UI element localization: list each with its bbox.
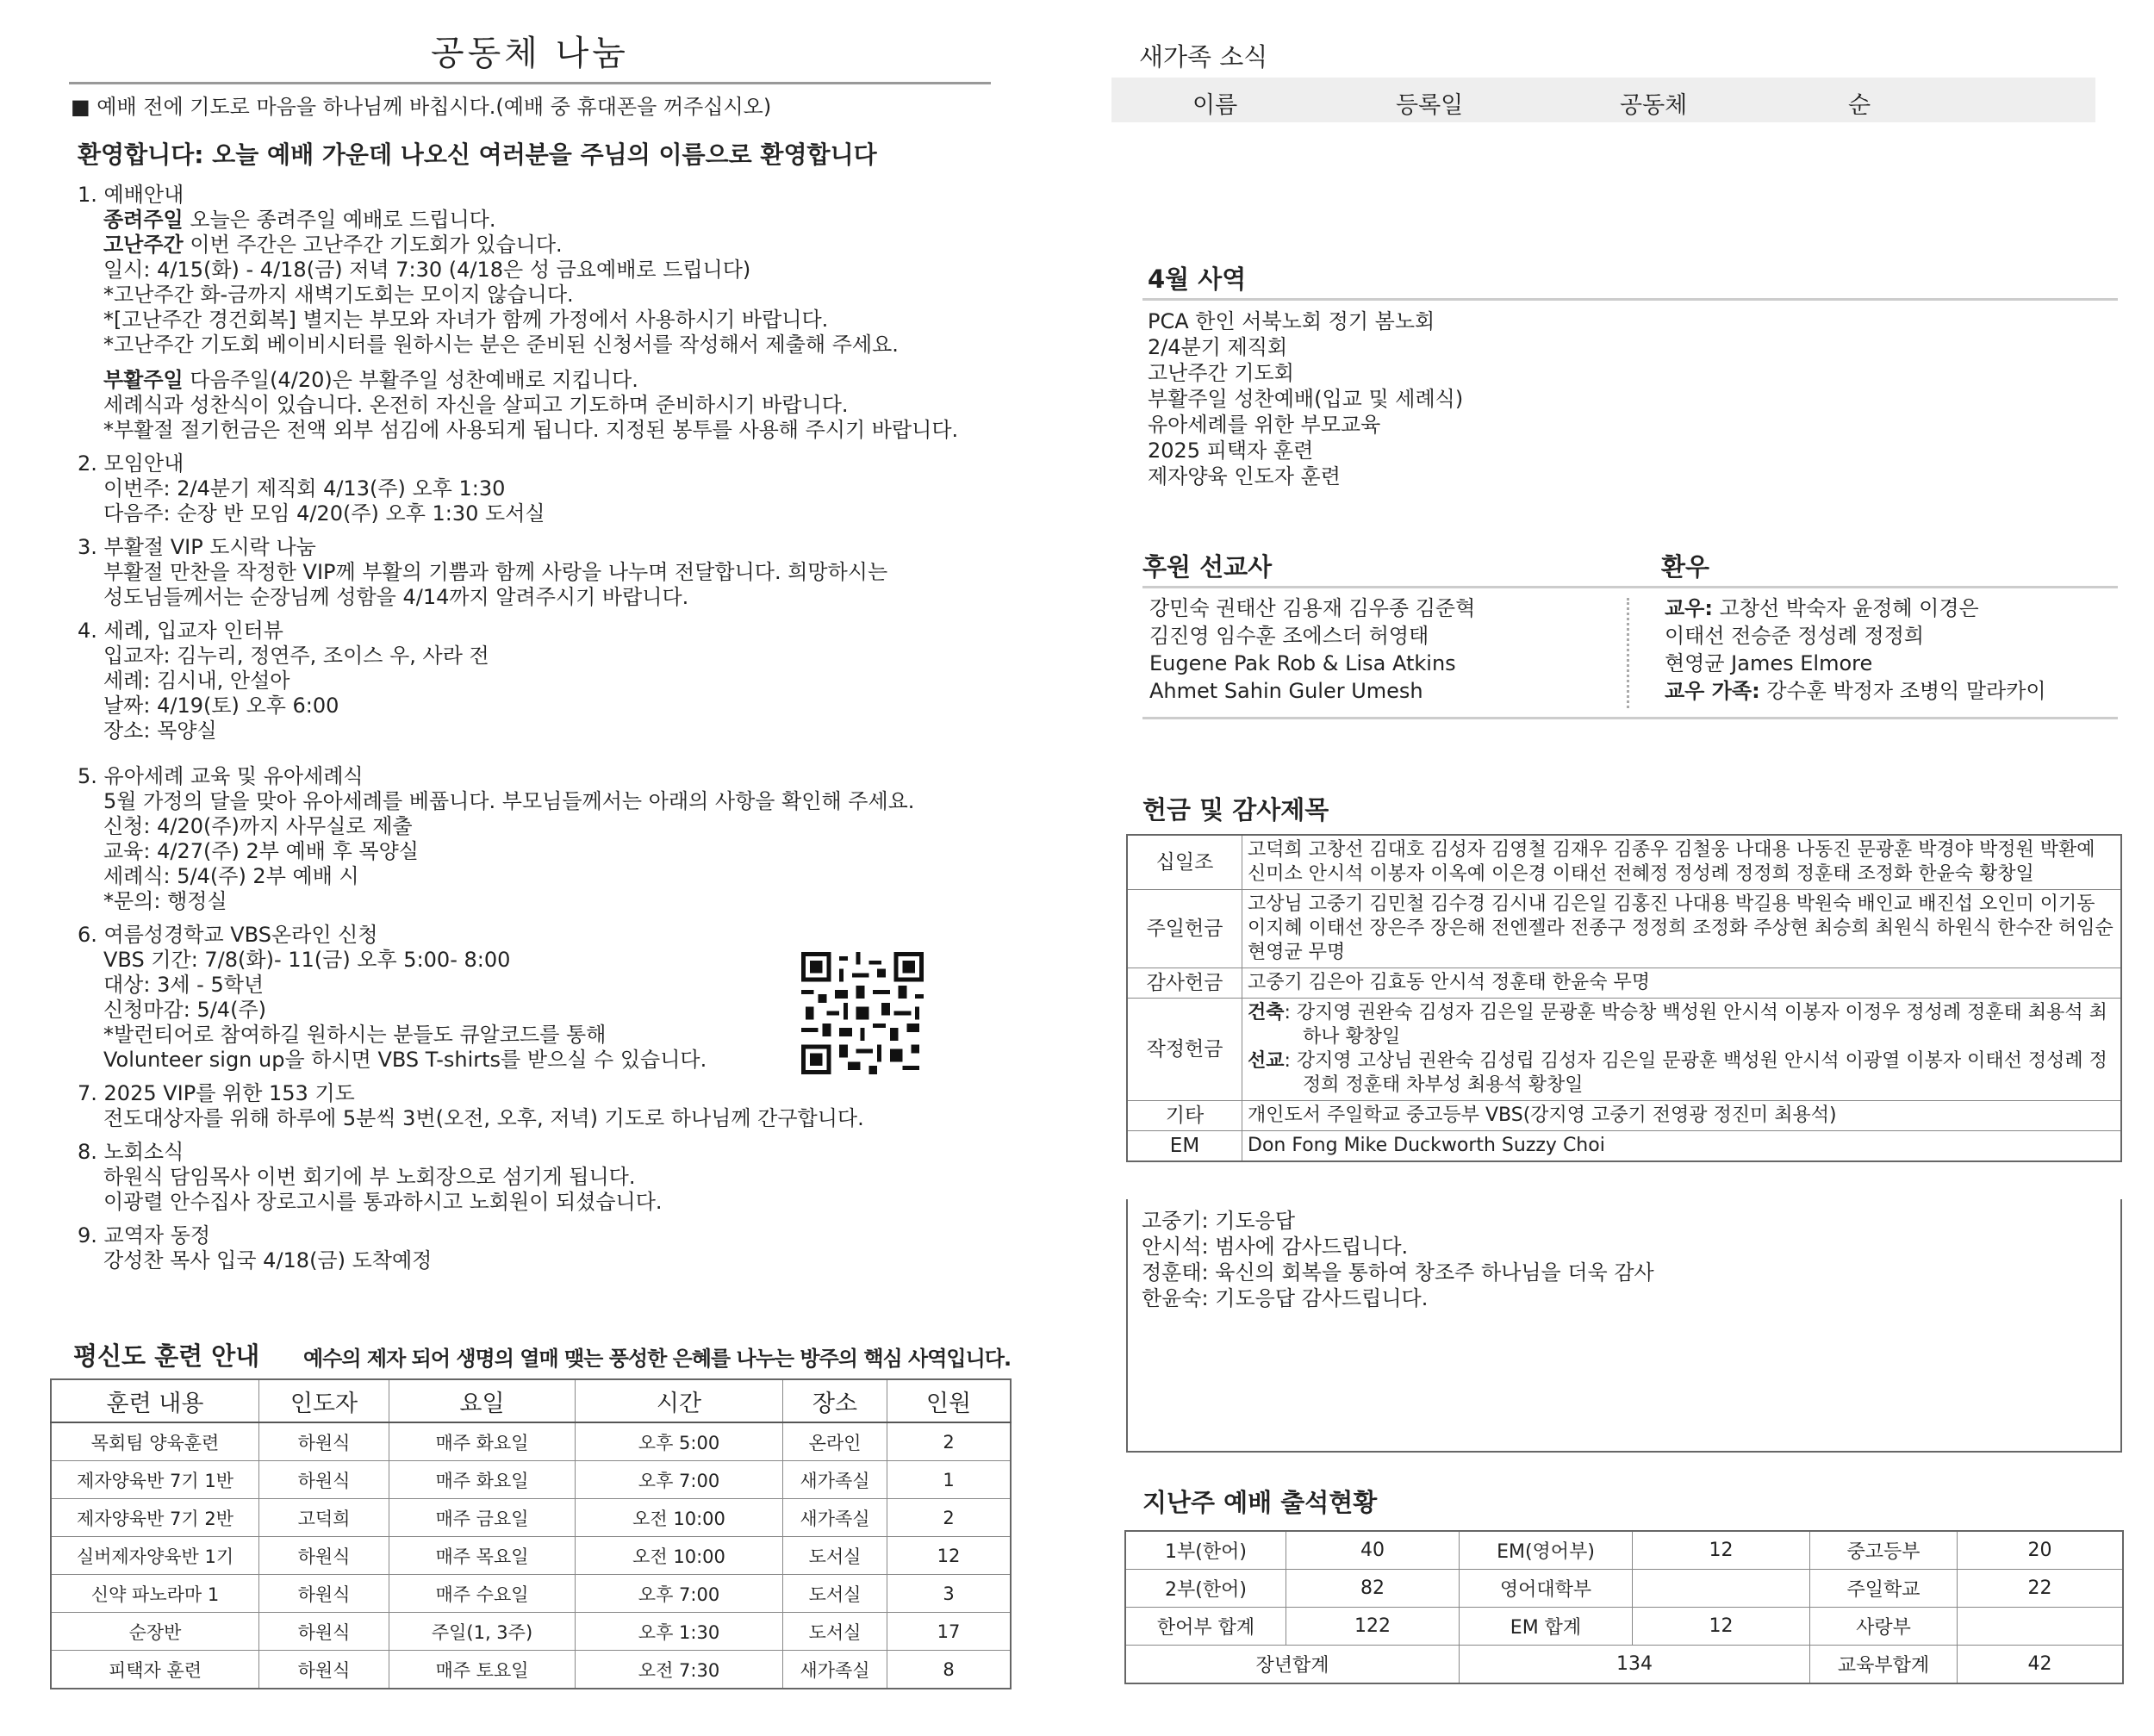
table-cell: 3 [887,1575,1012,1613]
table-row [51,1613,1011,1651]
col-header: 훈련 내용 [51,1379,259,1422]
attendance-table [1124,1530,2124,1684]
table-cell: 20 [1958,1531,2124,1570]
training-title: 평신도 훈련 안내 [73,1341,260,1371]
announcement-9: 9. 교역자 동정 강성찬 목사 입국 4/18(금) 도착예정 [78,1223,433,1272]
announcement-3: 3. 부활절 VIP 도시락 나눔 부활절 만찬을 작정한 VIP께 부활의 기쁨과 함께 사랑을 나누며 전달합니다. 희망하시는 성도님들께서는 순장님께 성함을 4/14까지 알려주시기 바랍니다. [78,535,888,609]
table-cell: EM(영어부) [1460,1531,1633,1570]
announcement-5: 5. 유아세례 교육 및 유아세례식 5월 가정의 달을 맞아 유아세례를 베풉니다. 부모님들께서는 아래의 사항을 확인해 주세요. 신청: 4/20(주)까지 사무실로 제출 교육: 4/27(주) 2부 예배 후 목양실 세례식: 5/4(주) 2부 예배 시 *문의: 행정실 [78,764,915,913]
table-cell: 목회팀 양육훈련 [51,1422,259,1461]
offering-table [1126,834,2122,1162]
newfamily-header-bar [1111,78,2095,122]
table-row [51,1651,1011,1689]
offering-row [1127,999,2121,1101]
list-item: PCA 한인 서북노회 정기 봄노회 [1148,309,1435,333]
table-cell: 8 [887,1651,1012,1689]
attendance-row [1125,1646,2123,1684]
sick-list: 교우: 고창선 박숙자 윤정혜 이경은 이태선 전승준 정성례 정정희 현영균 James Elmore 교우 가족: 강수훈 박정자 조병익 말라카이 [1665,596,2046,703]
table-cell: 오후 7:00 [576,1575,783,1613]
list-item: 정훈태: 육신의 회복을 통하여 창조주 하나님을 더욱 감사 [1142,1260,1654,1285]
table-cell: 피택자 훈련 [51,1651,259,1689]
thanks-names: 고중기 김은아 김효동 안시석 정훈태 한윤숙 무명 [1242,968,2122,999]
tithe-names: 고덕희 고창선 김대호 김성자 김영철 김재우 김종우 김철웅 나대용 나동진 문광훈 박경야 박정원 박환예 신미소 안시석 이봉자 이옥예 이은경 이태선 전혜정 정성례 정정희 정훈태 조정화 한윤숙 황창일 [1242,835,2122,890]
table-cell: 실버제자양육반 1기 [51,1537,259,1575]
table-cell: 주일(1, 3주) [389,1613,576,1651]
table-cell: 42 [1958,1646,2124,1684]
list-item: 2/4분기 제직회 [1148,335,1288,359]
etc-label: 기타 [1127,1101,1242,1131]
thanks-label: 감사헌금 [1127,968,1242,999]
table-cell: 하원식 [259,1422,389,1461]
missionaries-list [1149,594,1475,705]
training-subtitle: 예수의 제자 되어 생명의 열매 맺는 풍성한 은혜를 나누는 방주의 핵심 사역입니다. [303,1347,1012,1371]
table-cell: 하원식 [259,1537,389,1575]
table-cell: 순장반 [51,1613,259,1651]
col-header: 인도자 [259,1379,389,1422]
vbs-qr-code-icon[interactable] [801,952,924,1074]
table-cell: 2 [887,1422,1012,1461]
training-table [50,1378,1012,1689]
table-cell: 제자양육반 7기 2반 [51,1499,259,1537]
page-title: 공동체 나눔 [69,26,991,84]
table-cell: 교육부합계 [1810,1646,1958,1684]
table-cell: 하원식 [259,1613,389,1651]
table-cell: 1 [887,1461,1012,1499]
table-cell: 22 [1958,1570,2124,1608]
col-header: 요일 [389,1379,576,1422]
col-header: 공동체 [1620,92,1688,119]
list-item: 고중기: 기도응답 [1142,1209,1296,1233]
offering-title: 헌금 및 감사제목 [1142,795,1329,824]
pledge-names: 건축: 강지영 권완숙 김성자 김은일 문광훈 박승창 백성원 안시석 이봉자 이정우 정성례 정훈태 최용석 최하나 황창일 선교: 강지영 고상님 권완숙 김성립 김성자 김은일 문광훈 백성원 안시석 이광열 이봉자 이태선 정성례 정정희 정훈태 차부성 최용석 황창일 [1242,999,2122,1101]
table-cell: 새가족실 [783,1461,887,1499]
training-header-row [51,1379,1011,1422]
em-names: Don Fong Mike Duckworth Suzzy Choi [1242,1131,2122,1162]
sick-title: 환우 [1661,552,1710,582]
sunday-label: 주일헌금 [1127,890,1242,968]
table-cell [1633,1570,1810,1608]
list-item: Eugene Pak Rob & Lisa Atkins [1149,651,1456,675]
table-cell: 매주 금요일 [389,1499,576,1537]
list-item: 제자양육 인도자 훈련 [1148,464,1341,488]
col-header: 순 [1848,92,1871,119]
table-cell: 매주 토요일 [389,1651,576,1689]
table-cell: 오전 7:30 [576,1651,783,1689]
table-cell [1958,1608,2124,1646]
table-row [51,1537,1011,1575]
table-cell: 12 [1633,1531,1810,1570]
table-cell: 도서실 [783,1537,887,1575]
list-item: 유아세례를 위한 부모교육 [1148,413,1381,437]
offering-row [1127,835,2121,890]
announcement-8: 8. 노회소식 하원식 담임목사 이번 회기에 부 노회장으로 섬기게 됩니다. 이광렬 안수집사 장로고시를 통과하시고 노회원이 되셨습니다. [78,1140,663,1214]
offering-row [1127,968,2121,999]
list-item: 부활주일 성찬예배(입교 및 세례식) [1148,387,1464,411]
table-cell: 1부(한어) [1125,1531,1286,1570]
worship-notice: ■ 예배 전에 기도로 마음을 하나님께 바칩시다.(예배 중 휴대폰을 꺼주십시오) [71,95,772,119]
table-cell: 오전 10:00 [576,1537,783,1575]
announcement-2: 2. 모임안내 이번주: 2/4분기 제직회 4/13(주) 오후 1:30 다음주: 순장 반 모임 4/20(주) 오후 1:30 도서실 [78,451,545,526]
missionaries-title: 후원 선교사 [1142,552,1273,582]
table-row [51,1575,1011,1613]
table-cell: 하원식 [259,1575,389,1613]
divider [1627,598,1629,708]
welcome-heading: 환영합니다: 오늘 예배 가운데 나오신 여러분을 주님의 이름으로 환영합니다 [78,140,877,169]
attendance-title: 지난주 예배 출석현황 [1142,1488,1378,1517]
table-row [51,1422,1011,1461]
newfamily-title: 새가족 소식 [1139,42,1268,72]
table-row [51,1499,1011,1537]
table-cell: 40 [1286,1531,1460,1570]
list-item: 김진영 임수훈 조에스더 허영태 [1149,624,1429,648]
sunday-names: 고상님 고중기 김민철 김수경 김시내 김은일 김홍진 나대용 박길용 박원숙 배인교 배진섭 오인미 이기동 이지혜 이태선 장은주 장은해 전엔젤라 전종구 정정희 조정화 주상현 최승희 최원식 하원식 한수잔 허임순 현영균 무명 [1242,890,2122,968]
list-item: 한윤숙: 기도응답 감사드립니다. [1142,1286,1429,1310]
divider [1142,586,2118,588]
divider [1142,298,2118,301]
offering-row [1127,1131,2121,1162]
table-cell: 122 [1286,1608,1460,1646]
april-list [1148,308,1463,489]
list-item: Ahmet Sahin Guler Umesh [1149,679,1423,703]
offering-row [1127,890,2121,968]
announcements [78,183,1008,1282]
table-cell: 12 [887,1537,1012,1575]
table-cell: 장년합계 [1125,1646,1460,1684]
table-cell: 중고등부 [1810,1531,1958,1570]
table-cell: 새가족실 [783,1651,887,1689]
table-cell: 82 [1286,1570,1460,1608]
table-cell: 오전 10:00 [576,1499,783,1537]
col-header: 장소 [783,1379,887,1422]
table-cell: 온라인 [783,1422,887,1461]
offering-row [1127,1101,2121,1131]
table-cell: 오후 7:00 [576,1461,783,1499]
list-item: 2025 피택자 훈련 [1148,439,1314,463]
table-cell: 2 [887,1499,1012,1537]
list-item: 고난주간 기도회 [1148,361,1294,385]
table-cell: 매주 수요일 [389,1575,576,1613]
table-cell: 새가족실 [783,1499,887,1537]
list-item: 안시석: 범사에 감사드립니다. [1142,1235,1409,1259]
thanks-notes [1142,1208,1654,1311]
table-cell: 17 [887,1613,1012,1651]
col-header: 인원 [887,1379,1012,1422]
em-label: EM [1127,1131,1242,1162]
table-cell: 오후 5:00 [576,1422,783,1461]
etc-names: 개인도서 주일학교 중고등부 VBS(강지영 고중기 전영광 정진미 최용석) [1242,1101,2122,1131]
table-cell: 한어부 합계 [1125,1608,1286,1646]
table-cell: 매주 목요일 [389,1537,576,1575]
table-cell: EM 합계 [1460,1608,1633,1646]
table-cell: 134 [1460,1646,1810,1684]
divider [1142,717,2118,719]
attendance-row [1125,1570,2123,1608]
table-cell: 2부(한어) [1125,1570,1286,1608]
table-cell: 사랑부 [1810,1608,1958,1646]
table-cell: 도서실 [783,1575,887,1613]
table-cell: 고덕희 [259,1499,389,1537]
table-cell: 영어대학부 [1460,1570,1633,1608]
table-cell: 매주 화요일 [389,1422,576,1461]
attendance-row [1125,1608,2123,1646]
col-header: 시간 [576,1379,783,1422]
table-cell: 매주 화요일 [389,1461,576,1499]
table-cell: 도서실 [783,1613,887,1651]
table-cell: 하원식 [259,1461,389,1499]
table-cell: 12 [1633,1608,1810,1646]
table-cell: 오후 1:30 [576,1613,783,1651]
attendance-row [1125,1531,2123,1570]
col-header: 등록일 [1396,92,1464,119]
table-cell: 제자양육반 7기 1반 [51,1461,259,1499]
tithe-label: 십일조 [1127,835,1242,890]
announcement-7: 7. 2025 VIP를 위한 153 기도 전도대상자를 위해 하루에 5분씩 3번(오전, 오후, 저녁) 기도로 하나님께 간구합니다. [78,1081,864,1130]
announcement-4: 4. 세례, 입교자 인터뷰 입교자: 김누리, 정연주, 조이스 우, 사라 전 세례: 김시내, 안설아 날짜: 4/19(토) 오후 6:00 장소: 목양실 [78,619,489,743]
col-header: 이름 [1192,92,1238,119]
announcement-6: 6. 여름성경학교 VBS온라인 신청 VBS 기간: 7/8(화)- 11(금) 오후 5:00- 8:00 대상: 3세 - 5학년 신청마감: 5/4(주) *발런티어로 참여하길 원하시는 분들도 큐알코드를 통해 Volunteer sign up을 하시면 VBS T-shirts를 받으실 수 있습니다. [78,923,707,1072]
table-cell: 하원식 [259,1651,389,1689]
list-item: 강민숙 권태산 김용재 김우종 김준혁 [1149,596,1476,620]
announcement-1: 1. 예배안내 종려주일 오늘은 종려주일 예배로 드립니다. 고난주간 이번 주간은 고난주간 기도회가 있습니다. 일시: 4/15(화) - 4/18(금) 저녁 7:30 (4/18은 성 금요예배로 드립니다) *고난주간 화-금까지 새벽기도회는 모이지 않습니다. *[고난주간 경건회복] 별지는 부모와 자녀가 함께 가정에서 사용하시기 바랍니다. *고난주간 기도회 베이비시터를 원하시는 분은 준비된 신청서를 작성해서 제출해 주세요. 부활주일 다음주일(4/20)은 부활주일 성찬예배로 지킵니다. 세례식과 성찬식이 있습니다. 온전히 자신을 살피고 기도하며 준비하시기 바랍니다. *부활절 절기헌금은 전액 외부 섬김에 사용되게 됩니다. 지정된 봉투를 사용해 주시기 바랍니다. [78,183,959,442]
table-cell: 신약 파노라마 1 [51,1575,259,1613]
april-title: 4월 사역 [1148,264,1247,294]
table-row [51,1461,1011,1499]
pledge-label: 작정헌금 [1127,999,1242,1101]
table-cell: 주일학교 [1810,1570,1958,1608]
